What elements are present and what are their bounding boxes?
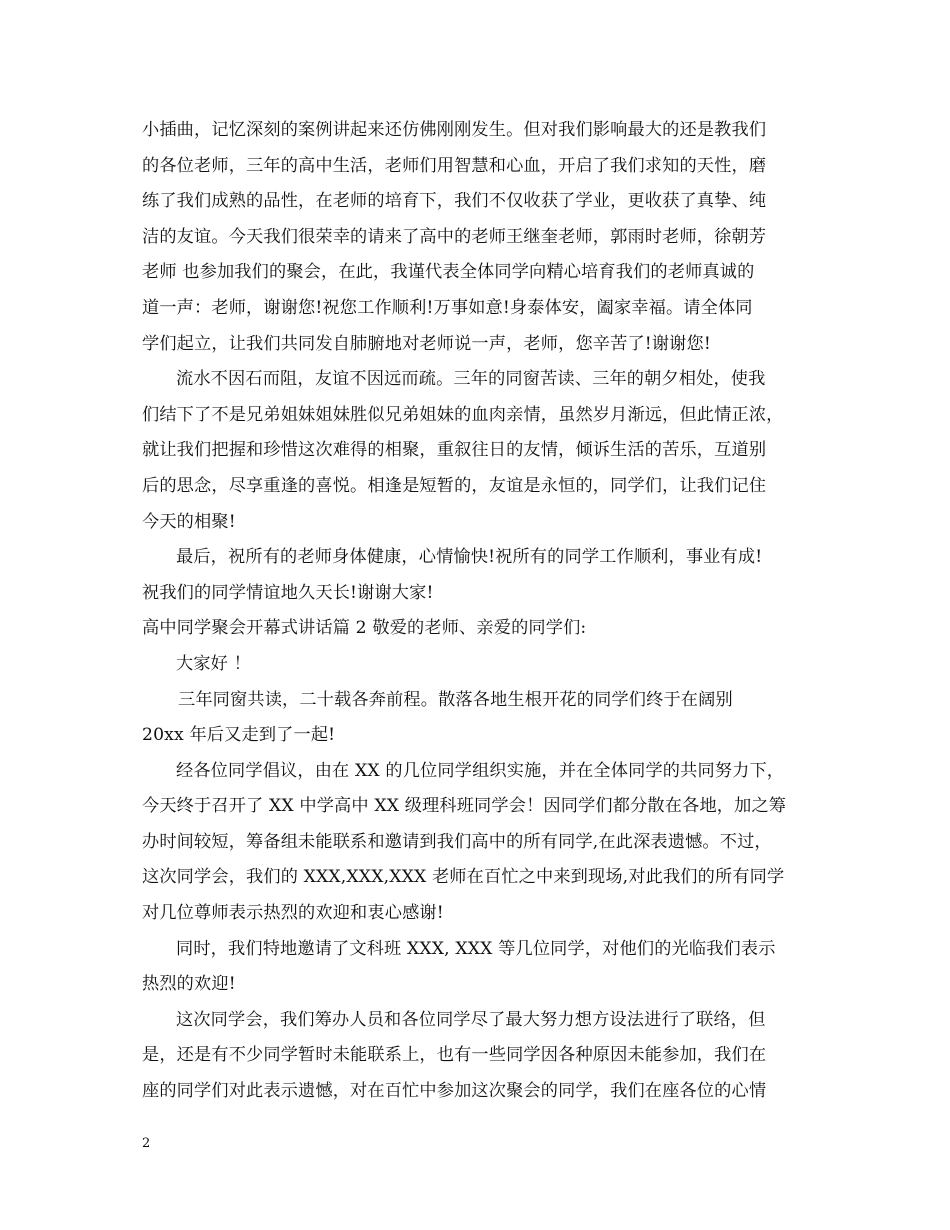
text-line: 道一声：老师，谢谢您!祝您工作顺利!万事如意!身泰体安，阖家幸福。请全体同 xyxy=(142,297,753,318)
paragraph-first-line: 流水不因石而阻，友谊不因远而疏。三年的同窗苦读、三年的朝夕相处，使我 xyxy=(176,369,766,390)
text-line: 洁的友谊。今天我们很荣幸的请来了高中的老师王继奎老师，郭雨时老师，徐朝芳 xyxy=(142,226,767,247)
text-line: 祝我们的同学情谊地久天长!谢谢大家! xyxy=(142,582,434,603)
text-line: 今天的相聚! xyxy=(142,511,236,532)
text-line: 们结下了不是兄弟姐妹姐妹胜似兄弟姐妹的血肉亲情，虽然岁月渐远，但此情正浓， xyxy=(142,404,784,425)
text-line: 20xx 年后又走到了一起! xyxy=(142,725,336,746)
text-line: 对几位尊师表示热烈的欢迎和衷心感谢! xyxy=(142,903,444,924)
page-number: 2 xyxy=(142,1136,151,1151)
paragraph-first-line: 这次同学会，我们筹办人员和各位同学尽了最大努力想方设法进行了联络，但 xyxy=(176,1009,766,1030)
text-line: 老师 也参加我们的聚会，在此，我谨代表全体同学向精心培育我们的老师真诚的 xyxy=(142,262,755,283)
text-line: 的各位老师，三年的高中生活，老师们用智慧和心血，开启了我们求知的天性，磨 xyxy=(142,155,767,176)
paragraph-first-line: 最后，祝所有的老师身体健康，心情愉快!祝所有的同学工作顺利，事业有成! xyxy=(176,547,763,568)
text-line: 座的同学们对此表示遗憾，对在百忙中参加这次聚会的同学，我们在座各位的心情 xyxy=(142,1081,767,1102)
text-line: 小插曲，记忆深刻的案例讲起来还仿佛刚刚发生。但对我们影响最大的还是教我们 xyxy=(142,120,767,140)
text-line: 就让我们把握和珍惜这次难得的相聚，重叙往日的友情，倾诉生活的苦乐，互道别 xyxy=(142,440,767,461)
text-line: 练了我们成熟的品性，在老师的培育下，我们不仅收获了学业，更收获了真挚、纯 xyxy=(142,191,767,212)
text-line: 这次同学会，我们的 XXX,XXX,XXX 老师在百忙之中来到现场,对此我们的所有同学 xyxy=(142,867,785,888)
text-line: 办时间较短，筹备组未能联系和邀请到我们高中的所有同学,在此深表遗憾。不过， xyxy=(142,831,772,852)
paragraph-first-line: 经各位同学倡议，由在 XX 的几位同学组织实施，并在全体同学的共同努力下， xyxy=(176,760,785,781)
text-line: 后的思念，尽享重逢的喜悦。相逢是短暂的，友谊是永恒的，同学们，让我们记住 xyxy=(142,475,767,496)
paragraph-first-line: 三年同窗共读，二十载各奔前程。散落各地生根开花的同学们终于在阔别 xyxy=(178,689,733,710)
section-heading: 高中同学聚会开幕式讲话篇 2 敬爱的老师、亲爱的同学们: xyxy=(142,618,587,639)
greeting-line: 大家好 ！ xyxy=(176,653,251,674)
text-line: 是，还是有不少同学暂时未能联系上，也有一些同学因各种原因未能参加，我们在 xyxy=(142,1045,767,1066)
text-line: 今天终于召开了 XX 中学高中 XX 级理科班同学会！因同学们都分散在各地，加之筹 xyxy=(142,796,787,817)
paragraph-first-line: 同时，我们特地邀请了文科班 XXX, XXX 等几位同学，对他们的光临我们表示 xyxy=(176,938,776,959)
text-line: 热烈的欢迎! xyxy=(142,974,236,995)
text-line: 学们起立，让我们共同发自肺腑地对老师说一声，老师，您辛苦了!谢谢您! xyxy=(142,333,711,354)
document-body xyxy=(142,113,814,1110)
